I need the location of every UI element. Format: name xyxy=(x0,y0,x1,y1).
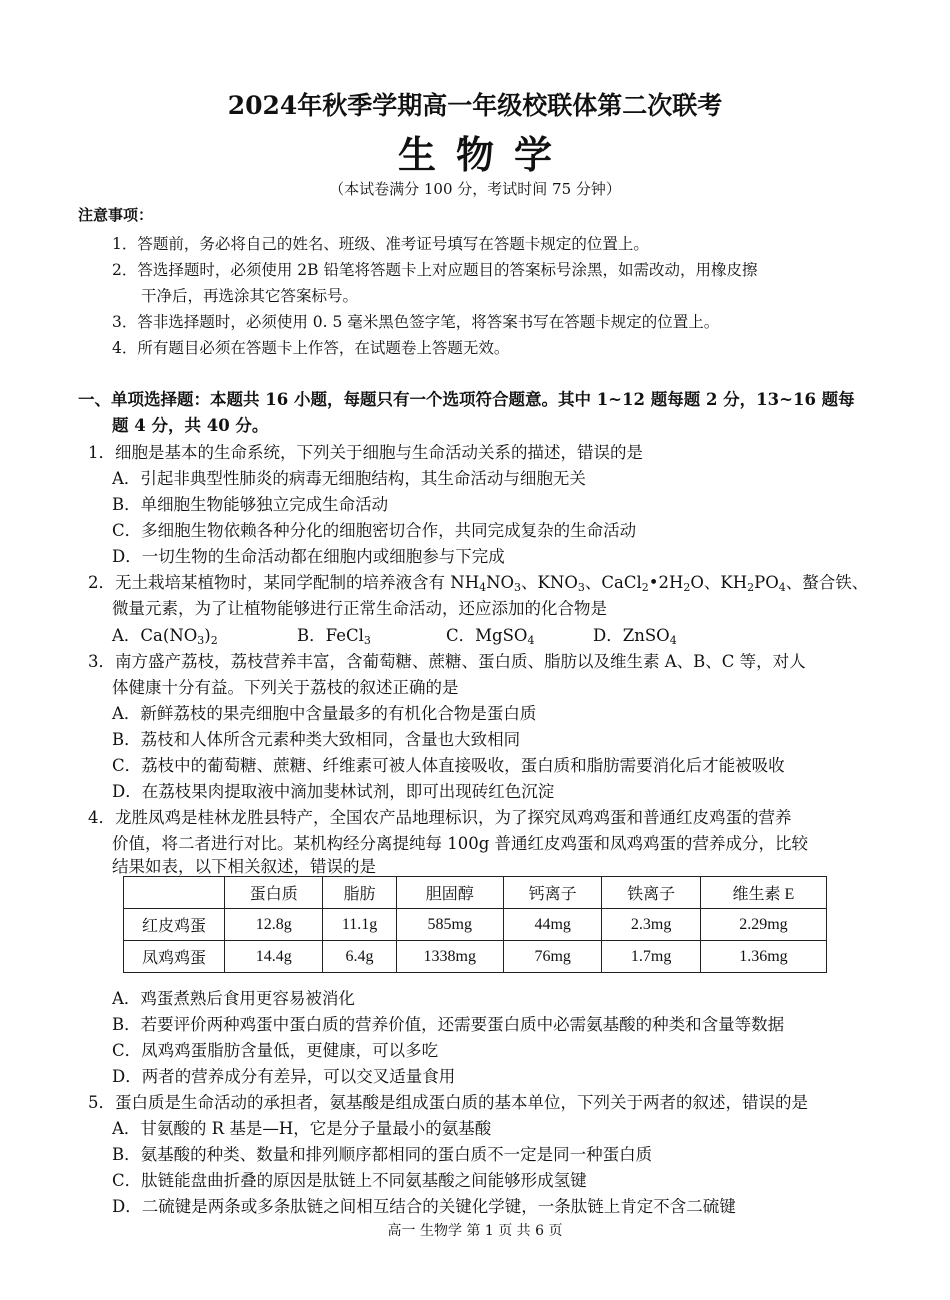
question-2-option-d: D．ZnSO$_4$ xyxy=(593,626,677,647)
table-header-cell: 胆固醇 xyxy=(396,877,503,909)
exam-title: 2024年秋季学期高一年级校联体第二次联考 xyxy=(227,91,723,120)
page-footer: 高一 生物学 第 1 页 共 6 页 xyxy=(387,1223,563,1239)
question-3-stem-cont: 体健康十分有益。下列关于荔枝的叙述正确的是 xyxy=(112,678,459,697)
table-cell: 6.4g xyxy=(323,941,396,973)
formula-kh2po4: $KH_2PO_4$ xyxy=(720,573,786,594)
formula-nh4no3: $NH_4NO_3$ xyxy=(450,573,522,594)
table-cell: 凤鸡鸡蛋 xyxy=(124,941,225,973)
question-2-stem-cont: 微量元素，为了让植物能够进行正常生命活动，还应添加的化合物是 xyxy=(112,599,607,618)
table-cell: 585mg xyxy=(396,909,503,941)
table-row xyxy=(124,909,827,941)
subject-title: 生物学 xyxy=(397,132,572,177)
question-5-stem: 5．蛋白质是生命活动的承担者，氨基酸是组成蛋白质的基本单位，下列关于两者的叙述，错误的是 xyxy=(88,1093,808,1112)
formula-kno3: $KNO_3$ xyxy=(537,573,585,594)
question-4-stem-cont: 价值，将二者进行对比。某机构经分离提纯每 100g 普通红皮鸡蛋和凤鸡鸡蛋的营养成分，比较 xyxy=(112,834,809,853)
question-1-stem: 1．细胞是基本的生命系统，下列关于细胞与生命活动关系的描述，错误的是 xyxy=(88,443,643,462)
question-4-option-d: D．两者的营养成分有差异，可以交叉适量食用 xyxy=(112,1067,456,1086)
question-3-stem: 3．南方盛产荔枝，荔枝营养丰富，含葡萄糖、蔗糖、蛋白质、脂肪以及维生素 A、B、C 等，对人 xyxy=(88,652,806,671)
question-4-option-a: A．鸡蛋煮熟后食用更容易被消化 xyxy=(112,989,355,1008)
question-3-option-a: A．新鲜荔枝的果壳细胞中含量最多的有机化合物是蛋白质 xyxy=(112,704,537,723)
section-heading: 一、单项选择题：本题共 16 小题，每题只有一个选项符合题意。其中 1~12 题每题 2 分，13~16 题每 xyxy=(78,390,855,409)
question-2-stem: 2．无土栽培某植物时，某同学配制的培养液含有 $NH_4NO_3$、$KNO_3$、$CaCl_2•2H_2O$、$KH_2PO_4$、螯合铁、 xyxy=(88,573,869,594)
formula-cacl2: $CaCl_2•2H_2O$ xyxy=(601,573,704,594)
question-4-stem-cont2: 结果如表，以下相关叙述，错误的是 xyxy=(112,857,376,876)
question-2-option-c: C．MgSO$_4$ xyxy=(446,626,535,647)
question-1-option-a: A．引起非典型性肺炎的病毒无细胞结构，其生命活动与细胞无关 xyxy=(112,469,586,488)
notice-item: 2．答选择题时，必须使用 2B 铅笔将答题卡上对应题目的答案标号涂黑，如需改动，用橡皮擦 xyxy=(112,261,758,279)
question-5-option-b: B．氨基酸的种类、数量和排列顺序都相同的蛋白质不一定是同一种蛋白质 xyxy=(112,1145,653,1164)
table-header-row xyxy=(124,877,827,909)
table-cell: 14.4g xyxy=(225,941,323,973)
notice-item: 3．答非选择题时，必须使用 0. 5 毫米黑色签字笔，将答案书写在答题卡规定的位置上。 xyxy=(112,313,720,331)
question-1-option-b: B．单细胞生物能够独立完成生命活动 xyxy=(112,495,389,514)
question-4-option-b: B．若要评价两种鸡蛋中蛋白质的营养价值，还需要蛋白质中必需氨基酸的种类和含量等数据 xyxy=(112,1015,785,1034)
table-cell: 红皮鸡蛋 xyxy=(124,909,225,941)
question-3-option-d: D．在荔枝果肉提取液中滴加斐林试剂，即可出现砖红色沉淀 xyxy=(112,782,555,801)
q2-stem-prefix: 2．无土栽培某植物时，某同学配制的培养液含有 xyxy=(88,573,451,592)
nutrition-table xyxy=(123,876,827,973)
notice-item: 1．答题前，务必将自己的姓名、班级、准考证号填写在答题卡规定的位置上。 xyxy=(112,235,649,253)
table-header-cell: 维生素 E xyxy=(700,877,826,909)
question-5-option-a: A．甘氨酸的 R 基是—H，它是分子量最小的氨基酸 xyxy=(112,1119,492,1138)
question-2-option-a: A．$Ca(NO_3)_2$ xyxy=(112,626,218,647)
table-row xyxy=(124,941,827,973)
exam-info: （本试卷满分 100 分，考试时间 75 分钟） xyxy=(329,180,621,198)
table-cell: 1.7mg xyxy=(602,941,700,973)
question-3-option-c: C．荔枝中的葡萄糖、蔗糖、纤维素可被人体直接吸收，蛋白质和脂肪需要消化后才能被吸收 xyxy=(112,756,785,775)
table-cell: 2.29mg xyxy=(700,909,826,941)
table-header-cell: 蛋白质 xyxy=(225,877,323,909)
section-heading-cont: 题 4 分，共 40 分。 xyxy=(112,416,269,435)
table-cell: 1.36mg xyxy=(700,941,826,973)
table-cell: 44mg xyxy=(503,909,601,941)
table-header-cell: 钙离子 xyxy=(503,877,601,909)
question-4-option-c: C．凤鸡鸡蛋脂肪含量低，更健康，可以多吃 xyxy=(112,1041,439,1060)
question-1-option-c: C．多细胞生物依赖各种分化的细胞密切合作，共同完成复杂的生命活动 xyxy=(112,521,637,540)
notice-item: 干净后，再选涂其它答案标号。 xyxy=(141,287,359,305)
question-2-option-b: B．FeCl$_3$ xyxy=(297,626,371,647)
notice-item: 4．所有题目必须在答题卡上作答，在试题卷上答题无效。 xyxy=(112,339,510,357)
table-cell: 76mg xyxy=(503,941,601,973)
q2-stem-suffix: 、螯合铁、 xyxy=(785,573,869,592)
question-3-option-b: B．荔枝和人体所含元素种类大致相同，含量也大致相同 xyxy=(112,730,521,749)
table-cell: 2.3mg xyxy=(602,909,700,941)
notice-heading: 注意事项： xyxy=(78,206,154,224)
question-5-option-c: C．肽链能盘曲折叠的原因是肽链上不同氨基酸之间能够形成氢键 xyxy=(112,1171,587,1190)
table-cell: 1338mg xyxy=(396,941,503,973)
question-4-stem: 4．龙胜凤鸡是桂林龙胜县特产，全国农产品地理标识，为了探究凤鸡鸡蛋和普通红皮鸡蛋的营养 xyxy=(88,808,792,827)
question-5-option-d: D．二硫键是两条或多条肽链之间相互结合的关键化学键，一条肽链上肯定不含二硫键 xyxy=(112,1197,736,1216)
table-header-cell: 铁离子 xyxy=(602,877,700,909)
table-header-cell xyxy=(124,877,225,909)
table-cell: 11.1g xyxy=(323,909,396,941)
table-header-cell: 脂肪 xyxy=(323,877,396,909)
question-1-option-d: D．一切生物的生命活动都在细胞内或细胞参与下完成 xyxy=(112,547,505,566)
table-cell: 12.8g xyxy=(225,909,323,941)
